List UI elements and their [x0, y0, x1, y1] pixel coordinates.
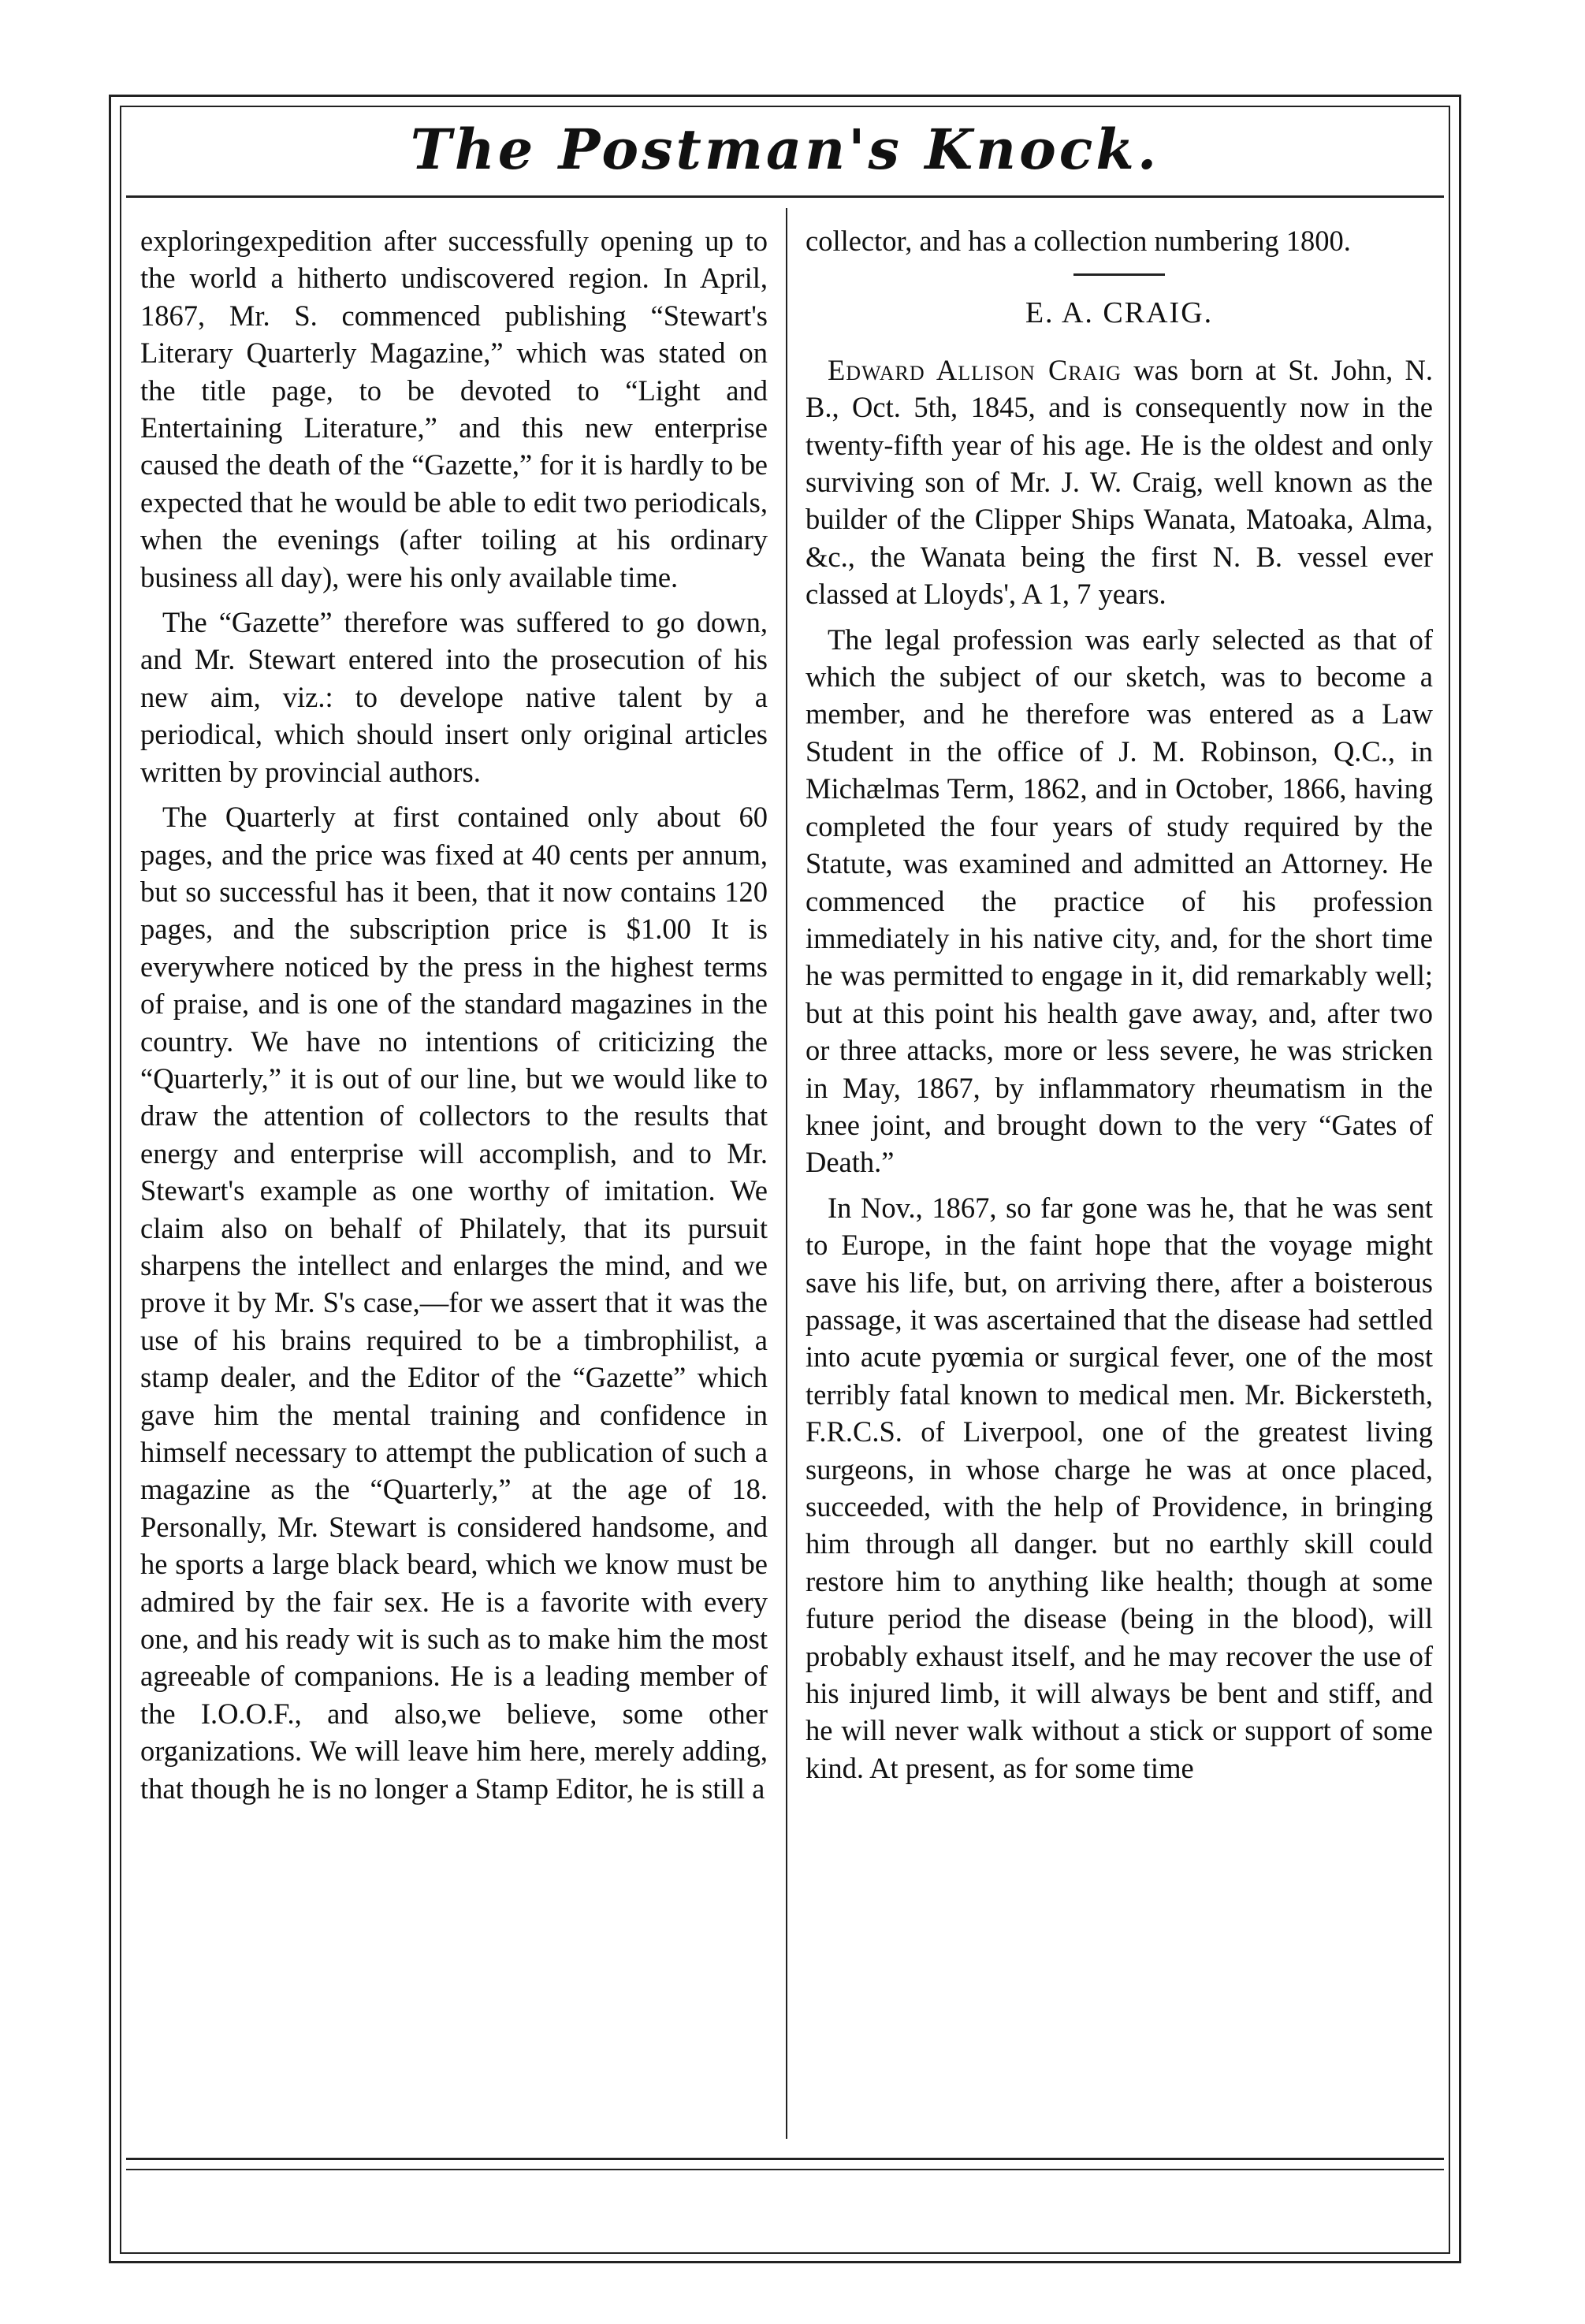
- section-separator: [1073, 273, 1165, 276]
- right-column: [806, 222, 1433, 1787]
- bottom-divider-upper: [126, 2158, 1444, 2160]
- bottom-divider-lower: [126, 2169, 1444, 2170]
- right-paragraph-1-text: was born at St. John, N. B., Oct. 5th, 1845, and is consequently now in the twenty-fifth year of his age. He is the oldest and only surviving son of Mr. J. W. Craig, well known as the builder of the Clipper Ships Wanata, Matoaka, Alma, &c., the Wanata being the first N. B. vessel ever classed at Lloyds', A 1, 7 years.: [806, 353, 1434, 611]
- page-title: The Postman's Knock.: [410, 117, 1160, 182]
- title-divider: [126, 195, 1444, 198]
- subject-name: Edward Allison Craig: [828, 353, 1122, 386]
- right-paragraph-2: The legal profession was early selected as that of which the subject of our sketch, was to become a member, and he therefore was entered as a Law Student in the office of J. M. Robinson, Q.C., in Michælmas Term, 1862, and in October, 1866, having completed the four years of study required by the Statute, was examined and admitted an Attorney. He commenced the practice of his profession immediately in his native city, and, for the short time he was permitted to engage in it, did remarkably well; but at this point his health gave away, and, after two or three attacks, more or less severe, he was stricken in May, 1867, by inflammatory rheumatism in the knee joint, and brought down to the very “Gates of Death.”: [806, 623, 1433, 1179]
- right-paragraph-1: [806, 351, 1433, 613]
- section-heading: E. A. CRAIG.: [1025, 296, 1214, 330]
- left-paragraph-1: exploringexpedition after successfully opening up to the world a hitherto undiscovered region. In April, 1867, Mr. S. commenced publishing “Stewart's Literary Quarterly Magazine,” which was stated on the title page, to be devoted to “Light and Entertaining Literature,” and this new enterprise caused the death of the “Gazette,” for it is hardly to be expected that he would be able to edit two periodicals, when the evenings (after toiling at his ordinary business all day), were his only available time.: [140, 225, 768, 593]
- right-intro-paragraph: collector, and has a collection numbering 1800.: [806, 225, 1351, 257]
- left-paragraph-3: The Quarterly at first contained only about 60 pages, and the price was fixed at 40 cents per annum, but so successful has it been, that it now contains 120 pages, and the subscription price is $1.00 It is everywhere noticed by the press in the highest terms of praise, and is one of the standard magazines in the country. We have no intentions of criticizing the “Quarterly,” it is out of our line, but we would like to draw the attention of collectors to the results that energy and enterprise will accomplish, and to Mr. Stewart's example as one worthy of imitation. We claim also on behalf of Philately, that its pursuit sharpens the intellect and enlarges the mind, and we prove it by Mr. S's case,—for we assert that it was the use of his brains required to be a timbrophilist, a stamp dealer, and the Editor of the “Gazette” which gave him the mental training and confidence in himself necessary to attempt the publication of such a magazine as the “Quarterly,” at the age of 18. Personally, Mr. Stewart is considered handsome, and he sports a large black beard, which we know must be admired by the fair sex. He is a favorite with every one, and his ready wit is such as to make him the most agreeable of companions. He is a leading member of the I.O.O.F., and also,we believe, some other organizations. We will leave him here, merely adding, that though he is no longer a Stamp Editor, he is still a: [140, 801, 768, 1805]
- right-paragraph-3: In Nov., 1867, so far gone was he, that he was sent to Europe, in the faint hope that the voyage might save his life, but, on arriving there, after a boisterous passage, it was ascertained that the disease had settled into acute pyœmia or surgical fever, one of the most terribly fatal known to medical men. Mr. Bickersteth, F.R.C.S. of Liverpool, one of the greatest living surgeons, in whose charge he was at once placed, succeeded, with the help of Providence, in bringing him through all danger. but no earthly skill could restore him to anything like health; though at some future period the disease (being in the blood), will probably exhaust itself, and he may recover the use of his injured limb, it will always be bent and stiff, and he will never walk without a stick or support of some kind. At present, as for some time: [806, 1191, 1433, 1784]
- left-paragraph-2: The “Gazette” therefore was suffered to go down, and Mr. Stewart entered into the prosecution of his new aim, viz.: to develope native talent by a periodical, which should insert only original articles written by provincial authors.: [140, 606, 768, 788]
- column-divider: [786, 208, 787, 2139]
- left-column: [140, 222, 768, 1807]
